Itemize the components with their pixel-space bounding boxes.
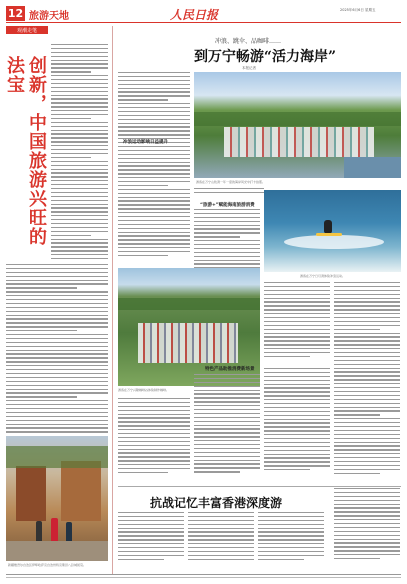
feature1-text-col3 bbox=[264, 282, 330, 362]
column-divider bbox=[112, 26, 113, 574]
coastal-town-photo bbox=[194, 72, 401, 178]
street-photo bbox=[6, 436, 108, 561]
section-title: 旅游天地 bbox=[29, 11, 69, 22]
feature2-divider bbox=[118, 486, 401, 487]
page-number: 12 bbox=[7, 7, 24, 20]
feature1-kicker: 冲浪、跳伞、品咖啡…… bbox=[215, 38, 282, 45]
feature2-title: 抗战记忆丰富香港深度游 bbox=[150, 496, 283, 510]
feature2-text-col3 bbox=[258, 512, 324, 570]
feature2-text-col1 bbox=[118, 512, 184, 570]
column-text bbox=[51, 44, 108, 264]
feature1-text-col4 bbox=[334, 282, 400, 482]
footer-rule bbox=[6, 574, 401, 575]
footer-text bbox=[6, 577, 401, 582]
column-text-2 bbox=[6, 264, 108, 434]
photo-caption-3: 游客在万宁兴隆咖啡谷体验制作咖啡。 bbox=[118, 388, 170, 392]
feature1-text-col2 bbox=[194, 188, 264, 200]
page-number-box bbox=[6, 6, 25, 21]
feature1-subhead-3: 特色产品助推消费新场景 bbox=[205, 367, 255, 372]
feature1-text-col5 bbox=[194, 374, 260, 482]
column-tag-label: 观潮走笔 bbox=[16, 27, 37, 34]
feature1-subhead-2: “旅游+”赋能海南旅游消费 bbox=[200, 203, 255, 208]
column-tag bbox=[6, 26, 48, 34]
feature1-text-col7 bbox=[118, 398, 190, 482]
header-rule bbox=[6, 22, 401, 23]
surfing-photo bbox=[264, 190, 401, 272]
feature2-text-col2 bbox=[188, 512, 254, 570]
feature1-text-col1b bbox=[118, 146, 190, 264]
date-line: 2025年6月6日 星期五 bbox=[340, 8, 376, 12]
vertical-title: 创新，中国旅游兴旺的法宝 bbox=[4, 56, 47, 246]
left-column bbox=[6, 26, 110, 574]
feature1-subhead-1: 冲浪运动影响日益提升 bbox=[123, 140, 168, 145]
left-photo-caption: 新疆维吾尔自治区伊犁哈萨克自治州特克斯县八卦城街景。 bbox=[8, 563, 87, 567]
feature1-title: 到万宁畅游“活力海岸” bbox=[193, 49, 337, 65]
masthead: 人民日报 bbox=[170, 8, 219, 22]
feature1-text-col6 bbox=[264, 368, 330, 482]
feature1-byline: 本报记者 bbox=[242, 66, 256, 70]
photo-caption-2: 游客在万宁日月湾体验冲浪运动。 bbox=[300, 274, 346, 278]
feature2-text-col4 bbox=[334, 488, 400, 570]
photo-caption-1: 游客在万宁山钦湾一年一度的海岸风光中打卡拍照。 bbox=[196, 180, 266, 184]
